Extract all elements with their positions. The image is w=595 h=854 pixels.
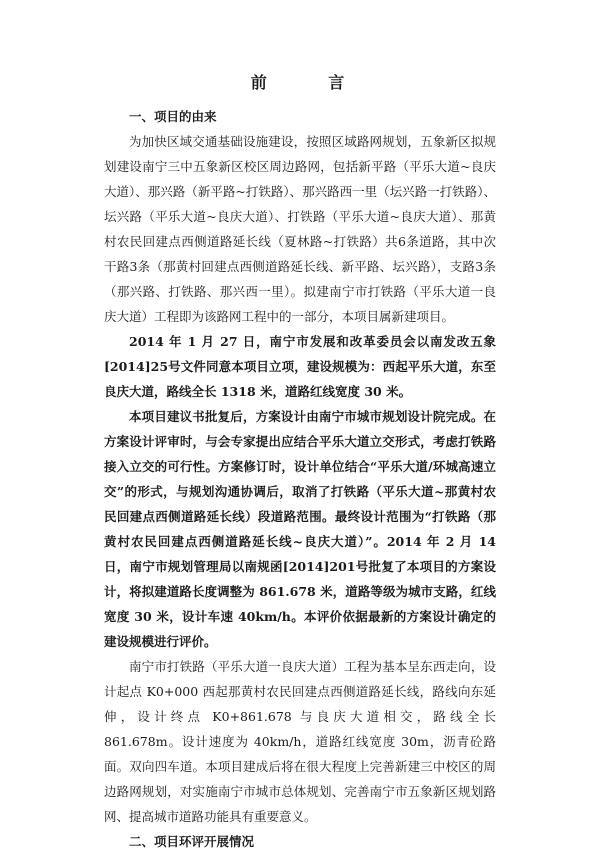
paragraph-design-revision: 本项目建议书批复后，方案设计由南宁市城市规划设计院完成。在方案设计评审时，与会专家提出应结合平乐大道立交形式，考虑打铁路接入立交的可行性。方案修订时，设计单位结合“平乐大道/环城高速立交”的形式，与规划沟通协调后，取消了打铁路（平乐大道~那黄村农民回建点西侧道路延长线）段道路范围。最终设计范围为“打铁路（那黄村农民回建点西侧道路延长线~良庆大道）”。2014 年 2 月 14 日，南宁市规划管理局以南规函[2014]201号批复了本项目的方案设计，将拟建道路长度调整为 861.678 米，道路等级为城市支路，红线宽度 30 米，设计车速 40km/h。本评价依据最新的方案设计确定的建设规模进行评价。 <box>104 409 496 649</box>
page-title: 前 言 <box>250 73 373 92</box>
paragraph-background: 为加快区域交通基础设施建设，按照区域路网规划，五象新区拟规划建设南宁三中五象新区校区周边路网，包括新平路（平乐大道~良庆大道）、那兴路（新平路~打铁路）、那兴路西一里（坛兴路一打铁路）、坛兴路（平乐大道~良庆大道）、打铁路（平乐大道~良庆大道）、那黄村农民回建点西侧道路延长线（夏林路~打铁路）共6条道路，其中次干路3条（那黄村回建点西侧道路延长线、新平路、坛兴路），支路3条（那兴路、打铁路、那兴西一里）。拟建南宁市打铁路（平乐大道一良庆大道）工程即为该路网工程中的一部分，本项目属新建项目。 <box>104 134 496 324</box>
document-body <box>104 104 496 854</box>
section-heading-eia: 二、项目环评开展情况 <box>129 834 255 849</box>
paragraph-project-overview: 南宁市打铁路（平乐大道一良庆大道）工程为基本呈东西走向，设计起点 K0+000 西起那黄村农民回建点西侧道路延长线，路线向东延伸，设计终点 K0+861.678 与良庆大道相交，路线全长 861.678m。设计速度为 40km/h，道路红线宽度 30m，沥青砼路面。双向四车道。本项目建成后将在很大程度上完善新建三中校区的周边路网规划，对实施南宁市城市总体规划、完善南宁市五象新区规划路网、提高城市道路功能具有重要意义。 <box>104 659 496 824</box>
paragraph-approval: 2014 年 1 月 27 日，南宁市发展和改革委员会以南发改五象[2014]25号文件同意本项目立项，建设规模为：西起平乐大道，东至良庆大道，路线全长 1318 米，道路红线宽度 30 米。 <box>104 334 496 399</box>
section-heading-origin: 一、项目的由来 <box>129 109 217 124</box>
